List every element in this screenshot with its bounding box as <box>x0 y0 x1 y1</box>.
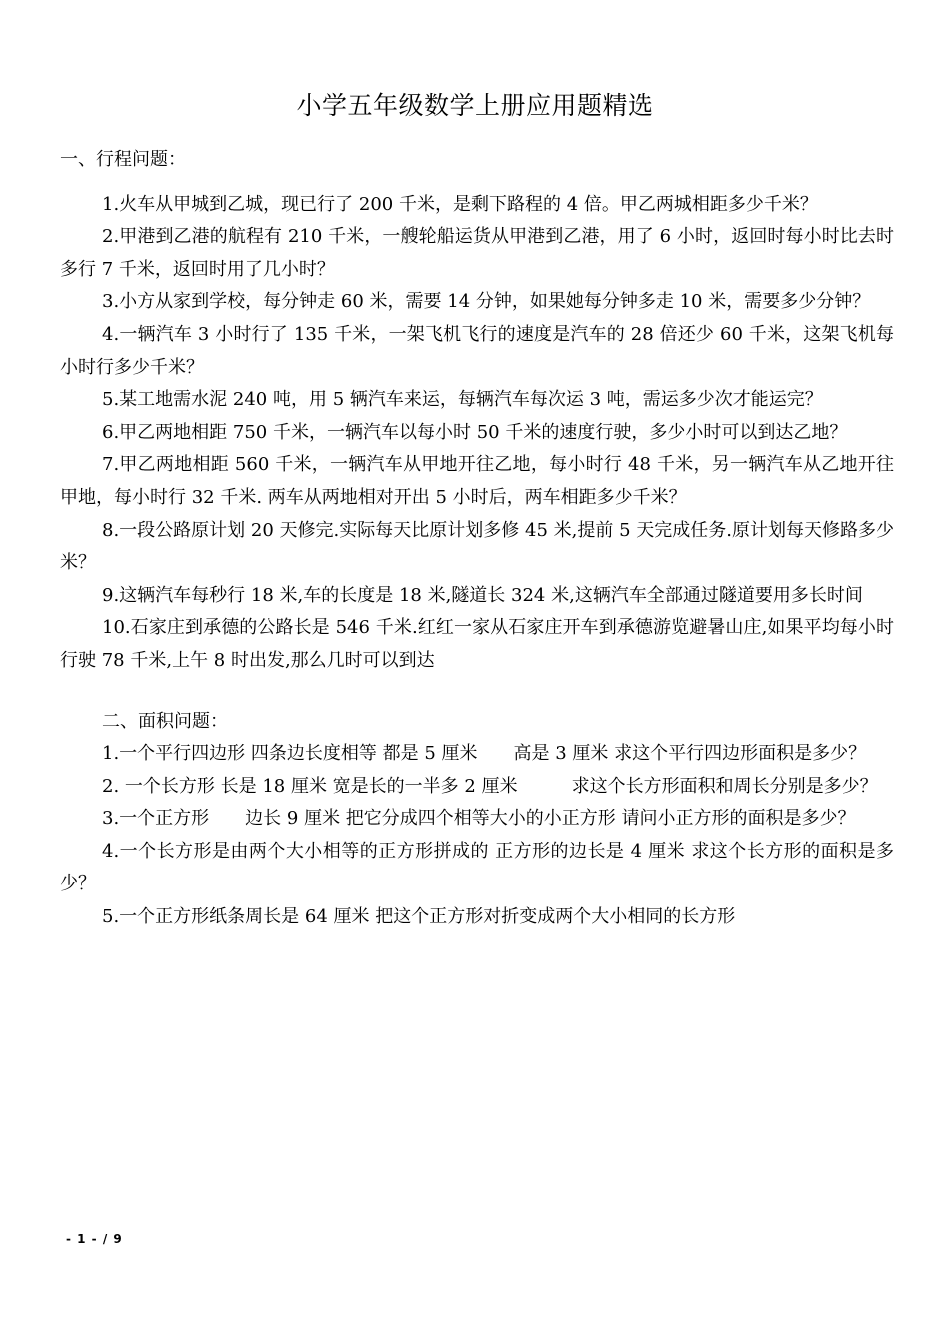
question-item: 2. 一个长方形 长是 18 厘米 宽是长的一半多 2 厘米 求这个长方形面积和周长分别是多少？ <box>102 775 878 797</box>
section-heading-travel: 一、行程问题： <box>60 149 186 170</box>
question-item: 5.一个正方形纸条周长是 64 厘米 把这个正方形对折变成两个大小相同的长方形 <box>102 906 736 928</box>
section-heading-area: 二、面积问题： <box>102 710 228 732</box>
question-item: 3.小方从家到学校，每分钟走 60 米，需要 14 分钟，如果她每分钟多走 10 米，需要多少分钟？ <box>102 291 871 313</box>
question-item: 3.一个正方形 边长 9 厘米 把它分成四个相等大小的小正方形 请问小正方形的面积是多少？ <box>102 808 856 830</box>
question-item: 1.一个平行四边形 四条边长度相等 都是 5 厘米 高是 3 厘米 求这个平行四边形面积是多少？ <box>102 743 867 765</box>
question-item: 7.甲乙两地相距 560 千米，一辆汽车从甲地开往乙地，每小时行 48 千米，另一辆汽车从乙地开往甲地，每小时行 32 千米. 两车从两地相对开出 5 小时后，两车相距多少千米？ <box>60 454 894 508</box>
question-item: 4.一辆汽车 3 小时行了 135 千米，一架飞机飞行的速度是汽车的 28 倍还少 60 千米，这架飞机每小时行多少千米？ <box>60 323 894 378</box>
question-item: 1.火车从甲城到乙城，现已行了 200 千米，是剩下路程的 4 倍。甲乙两城相距多少千米？ <box>102 193 818 215</box>
question-item: 8.一段公路原计划 20 天修完.实际每天比原计划多修 45 米,提前 5 天完成任务.原计划每天修路多少米？ <box>60 519 894 574</box>
page-title: 小学五年级数学上册应用题精选 <box>296 91 654 120</box>
question-item: 2.甲港到乙港的航程有 210 千米，一艘轮船运货从甲港到乙港，用了 6 小时，返回时每小时比去时多行 7 千米，返回时用了几小时？ <box>60 226 894 280</box>
question-item: 6.甲乙两地相距 750 千米，一辆汽车以每小时 50 千米的速度行驶，多少小时可以到达乙地？ <box>102 421 848 443</box>
document-body <box>60 144 894 934</box>
question-item: 10.石家庄到承德的公路长是 546 千米.红红一家从石家庄开车到承德游览避暑山庄,如果平均每小时行驶 78 千米,上午 8 时出发,那么几时可以到达 <box>60 617 894 671</box>
question-item: 4.一个长方形是由两个大小相等的正方形拼成的 正方形的边长是 4 厘米 求这个长方形的面积是多少？ <box>60 840 894 895</box>
question-item: 9.这辆汽车每秒行 18 米,车的长度是 18 米,隧道长 324 米,这辆汽车全部通过隧道要用多长时间 <box>102 584 863 606</box>
question-item: 5.某工地需水泥 240 吨，用 5 辆汽车来运，每辆汽车每次运 3 吨，需运多少次才能运完？ <box>102 389 823 411</box>
page-number: - 1 - / 9 <box>66 1232 123 1246</box>
